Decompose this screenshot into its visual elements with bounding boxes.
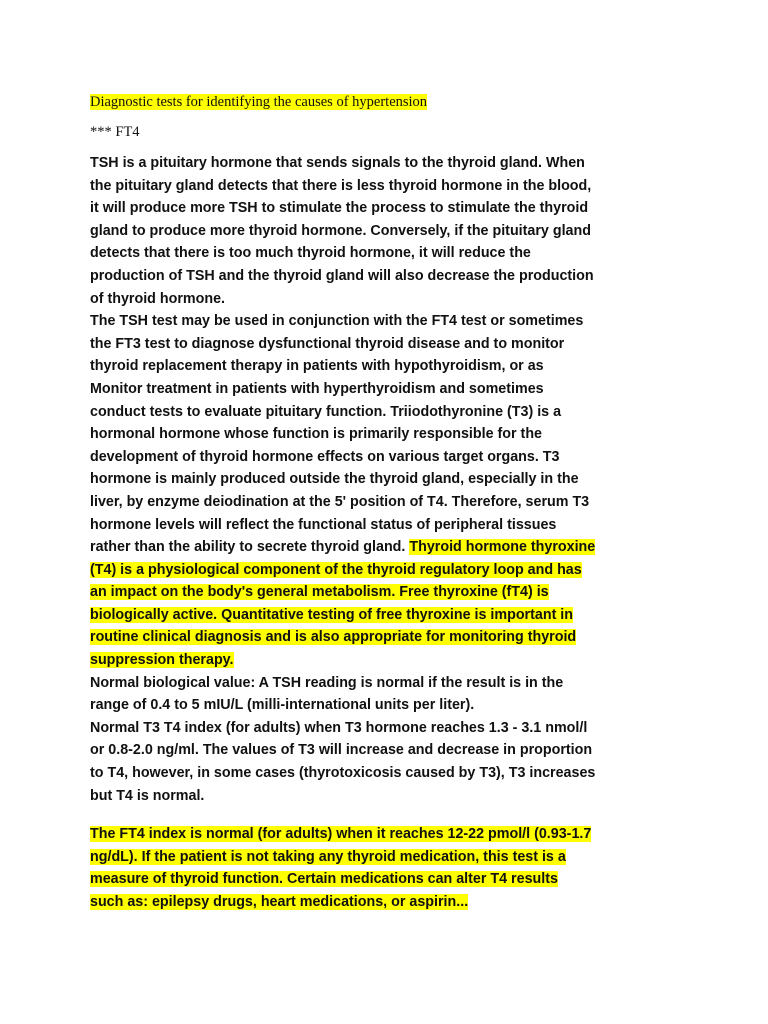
text-line (90, 581, 680, 604)
text-line (90, 355, 680, 378)
body-paragraph (90, 672, 680, 717)
highlighted-text: ng/dL). If the patient is not taking any thyroid medication, this test is a (90, 848, 566, 865)
text-line (90, 559, 680, 582)
body-text: hormone levels will reflect the functional status of peripheral tissues (90, 516, 557, 533)
text-line (90, 333, 680, 356)
body-text: conduct tests to evaluate pituitary function. Triiodothyronine (T3) is a (90, 403, 562, 420)
body-text: thyroid replacement therapy in patients with hypothyroidism, or as (90, 358, 544, 375)
body-text: it will produce more TSH to stimulate the process to stimulate the thyroid (90, 200, 589, 217)
highlighted-text: suppression therapy. (90, 652, 234, 669)
text-line (90, 242, 680, 265)
highlighted-text: biologically active. Quantitative testing of free thyroxine is important in (90, 606, 574, 623)
highlighted-text: routine clinical diagnosis and is also appropriate for monitoring thyroid (90, 629, 577, 646)
text-line (90, 672, 680, 695)
text-line (90, 378, 680, 401)
text-line (90, 220, 680, 243)
highlighted-text: measure of thyroid function. Certain medications can alter T4 results (90, 871, 558, 888)
body-text: rather than the ability to secrete thyroid gland. (90, 539, 410, 556)
text-line (90, 468, 680, 491)
text-line (90, 152, 680, 175)
body-text: to T4, however, in some cases (thyrotoxicosis caused by T3), T3 increases (90, 765, 596, 782)
text-line (90, 446, 680, 469)
text-line (90, 197, 680, 220)
body-text: Monitor treatment in patients with hyperthyroidism and sometimes (90, 380, 544, 397)
highlighted-text: Thyroid hormone thyroxine (409, 539, 596, 556)
text-line (90, 868, 680, 891)
highlighted-text: an impact on the body's general metabolism. Free thyroxine (fT4) is (90, 584, 549, 601)
text-line (90, 423, 680, 446)
body-text: hormone is mainly produced outside the thyroid gland, especially in the (90, 471, 579, 488)
text-line (90, 649, 680, 672)
body-text: liver, by enzyme deiodination at the 5' position of T4. Therefore, serum T3 (90, 493, 590, 510)
body-paragraph (90, 823, 680, 913)
body-paragraph (90, 310, 680, 672)
text-line (90, 626, 680, 649)
highlighted-text: such as: epilepsy drugs, heart medications, or aspirin... (90, 894, 469, 910)
text-line (90, 310, 680, 333)
body-text: TSH is a pituitary hormone that sends signals to the thyroid gland. When (90, 155, 585, 171)
body-text: detects that there is too much thyroid hormone, it will reduce the (90, 245, 531, 262)
body-text: Normal T3 T4 index (for adults) when T3 hormone reaches 1.3 - 3.1 nmol/l (90, 719, 588, 736)
body-text: production of TSH and the thyroid gland will also decrease the production (90, 267, 594, 284)
body-text: development of thyroid hormone effects on various target organs. T3 (90, 448, 560, 465)
text-line (90, 401, 680, 424)
body-text: gland to produce more thyroid hormone. Conversely, if the pituitary gland (90, 222, 591, 239)
text-line (90, 717, 680, 740)
body-text: the FT3 test to diagnose dysfunctional thyroid disease and to monitor (90, 335, 565, 352)
text-line (90, 536, 680, 559)
text-line (90, 846, 680, 869)
body-text: Normal biological value: A TSH reading is normal if the result is in the (90, 674, 564, 691)
body-text: range of 0.4 to 5 mIU/L (milli-international units per liter). (90, 697, 475, 714)
body-paragraph (90, 152, 680, 310)
text-line (90, 514, 680, 537)
section-marker: *** FT4 (90, 124, 140, 140)
text-line (90, 891, 680, 914)
body-text: but T4 is normal. (90, 787, 205, 804)
body-text: hormonal hormone whose function is primarily responsible for the (90, 426, 542, 443)
body-text: or 0.8-2.0 ng/ml. The values of T3 will increase and decrease in proportion (90, 742, 593, 759)
body-paragraph (90, 717, 680, 807)
document-heading (90, 92, 680, 112)
heading-text: Diagnostic tests for identifying the causes of hypertension (90, 94, 428, 110)
document-content (90, 92, 680, 914)
text-line (90, 694, 680, 717)
highlighted-text: (T4) is a physiological component of the thyroid regulatory loop and has (90, 561, 582, 578)
text-line (90, 175, 680, 198)
text-line (90, 604, 680, 627)
body-text: The TSH test may be used in conjunction with the FT4 test or sometimes (90, 313, 584, 330)
text-line (90, 491, 680, 514)
text-line (90, 823, 680, 846)
text-line (90, 265, 680, 288)
body-text: the pituitary gland detects that there is less thyroid hormone in the blood, (90, 177, 592, 194)
highlighted-text: The FT4 index is normal (for adults) when it reaches 12-22 pmol/l (0.93-1.7 (90, 826, 592, 843)
text-line (90, 762, 680, 785)
text-line (90, 288, 680, 311)
text-line (90, 785, 680, 808)
text-line (90, 739, 680, 762)
document-body (90, 152, 680, 914)
body-text: of thyroid hormone. (90, 290, 226, 307)
